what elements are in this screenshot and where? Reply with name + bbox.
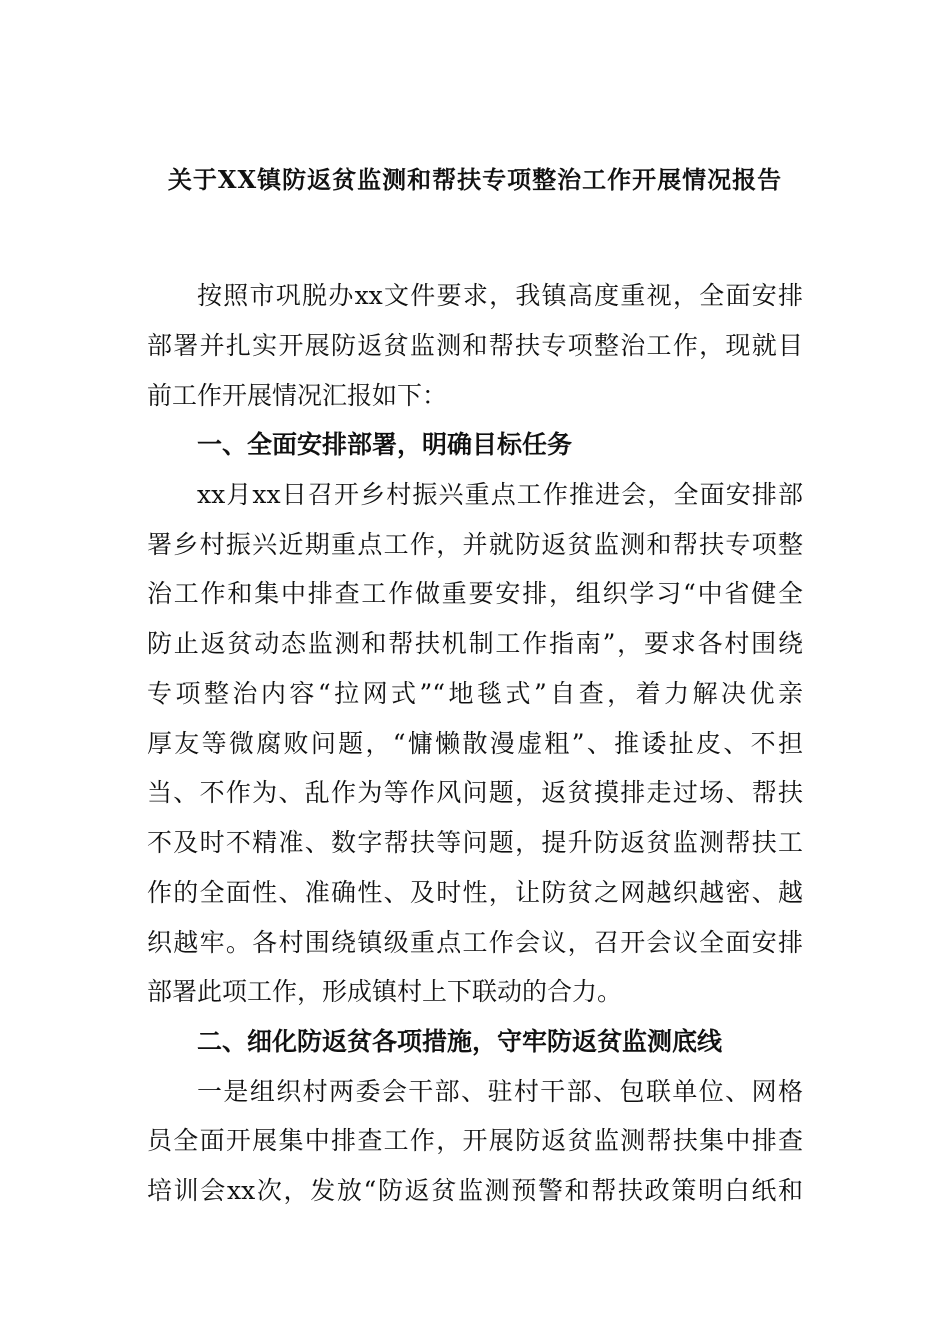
paragraph-line: 按照市巩脱办xx文件要求，我镇高度重视，全面安排 — [197, 281, 803, 310]
paragraph-line: 不及时不精准、数字帮扶等问题，提升防返贫监测帮扶工 — [147, 828, 803, 857]
paragraph-line: 厚友等微腐败问题，“慵懒散漫虚粗”、推诿扯皮、不担 — [147, 729, 803, 758]
paragraph-line: 当、不作为、乱作为等作风问题，返贫摸排走过场、帮扶 — [147, 778, 803, 807]
paragraph-line: 部署此项工作，形成镇村上下联动的合力。 — [147, 977, 623, 1006]
paragraph-line: 署乡村振兴近期重点工作，并就防返贫监测和帮扶专项整 — [147, 530, 803, 559]
section-heading: 二、细化防返贫各项措施，守牢防返贫监测底线 — [197, 1027, 723, 1056]
paragraph-line: 前工作开展情况汇报如下： — [147, 381, 448, 410]
paragraph-line: 培训会xx次，发放“防返贫监测预警和帮扶政策明白纸和 — [147, 1176, 803, 1205]
paragraph-line: 专项整治内容“拉网式”“地毯式”自查，着力解决优亲 — [147, 679, 803, 708]
paragraph-line: xx月xx日召开乡村振兴重点工作推进会，全面安排部 — [197, 480, 803, 509]
paragraph-line: 治工作和集中排查工作做重要安排，组织学习“中省健全 — [147, 579, 803, 608]
paragraph-line: 部署并扎实开展防返贫监测和帮扶专项整治工作，现就目 — [147, 331, 803, 360]
document-title: 关于XX镇防返贫监测和帮扶专项整治工作开展情况报告 — [167, 165, 783, 194]
paragraph-line: 织越牢。各村围绕镇级重点工作会议，召开会议全面安排 — [147, 928, 803, 957]
paragraph-line: 一是组织村两委会干部、驻村干部、包联单位、网格 — [197, 1077, 803, 1106]
section-heading: 一、全面安排部署，明确目标任务 — [197, 430, 573, 459]
paragraph-line: 员全面开展集中排查工作，开展防返贫监测帮扶集中排查 — [147, 1126, 803, 1155]
paragraph-line: 防止返贫动态监测和帮扶机制工作指南”，要求各村围绕 — [147, 629, 803, 658]
paragraph-line: 作的全面性、准确性、及时性，让防贫之网越织越密、越 — [147, 878, 803, 907]
